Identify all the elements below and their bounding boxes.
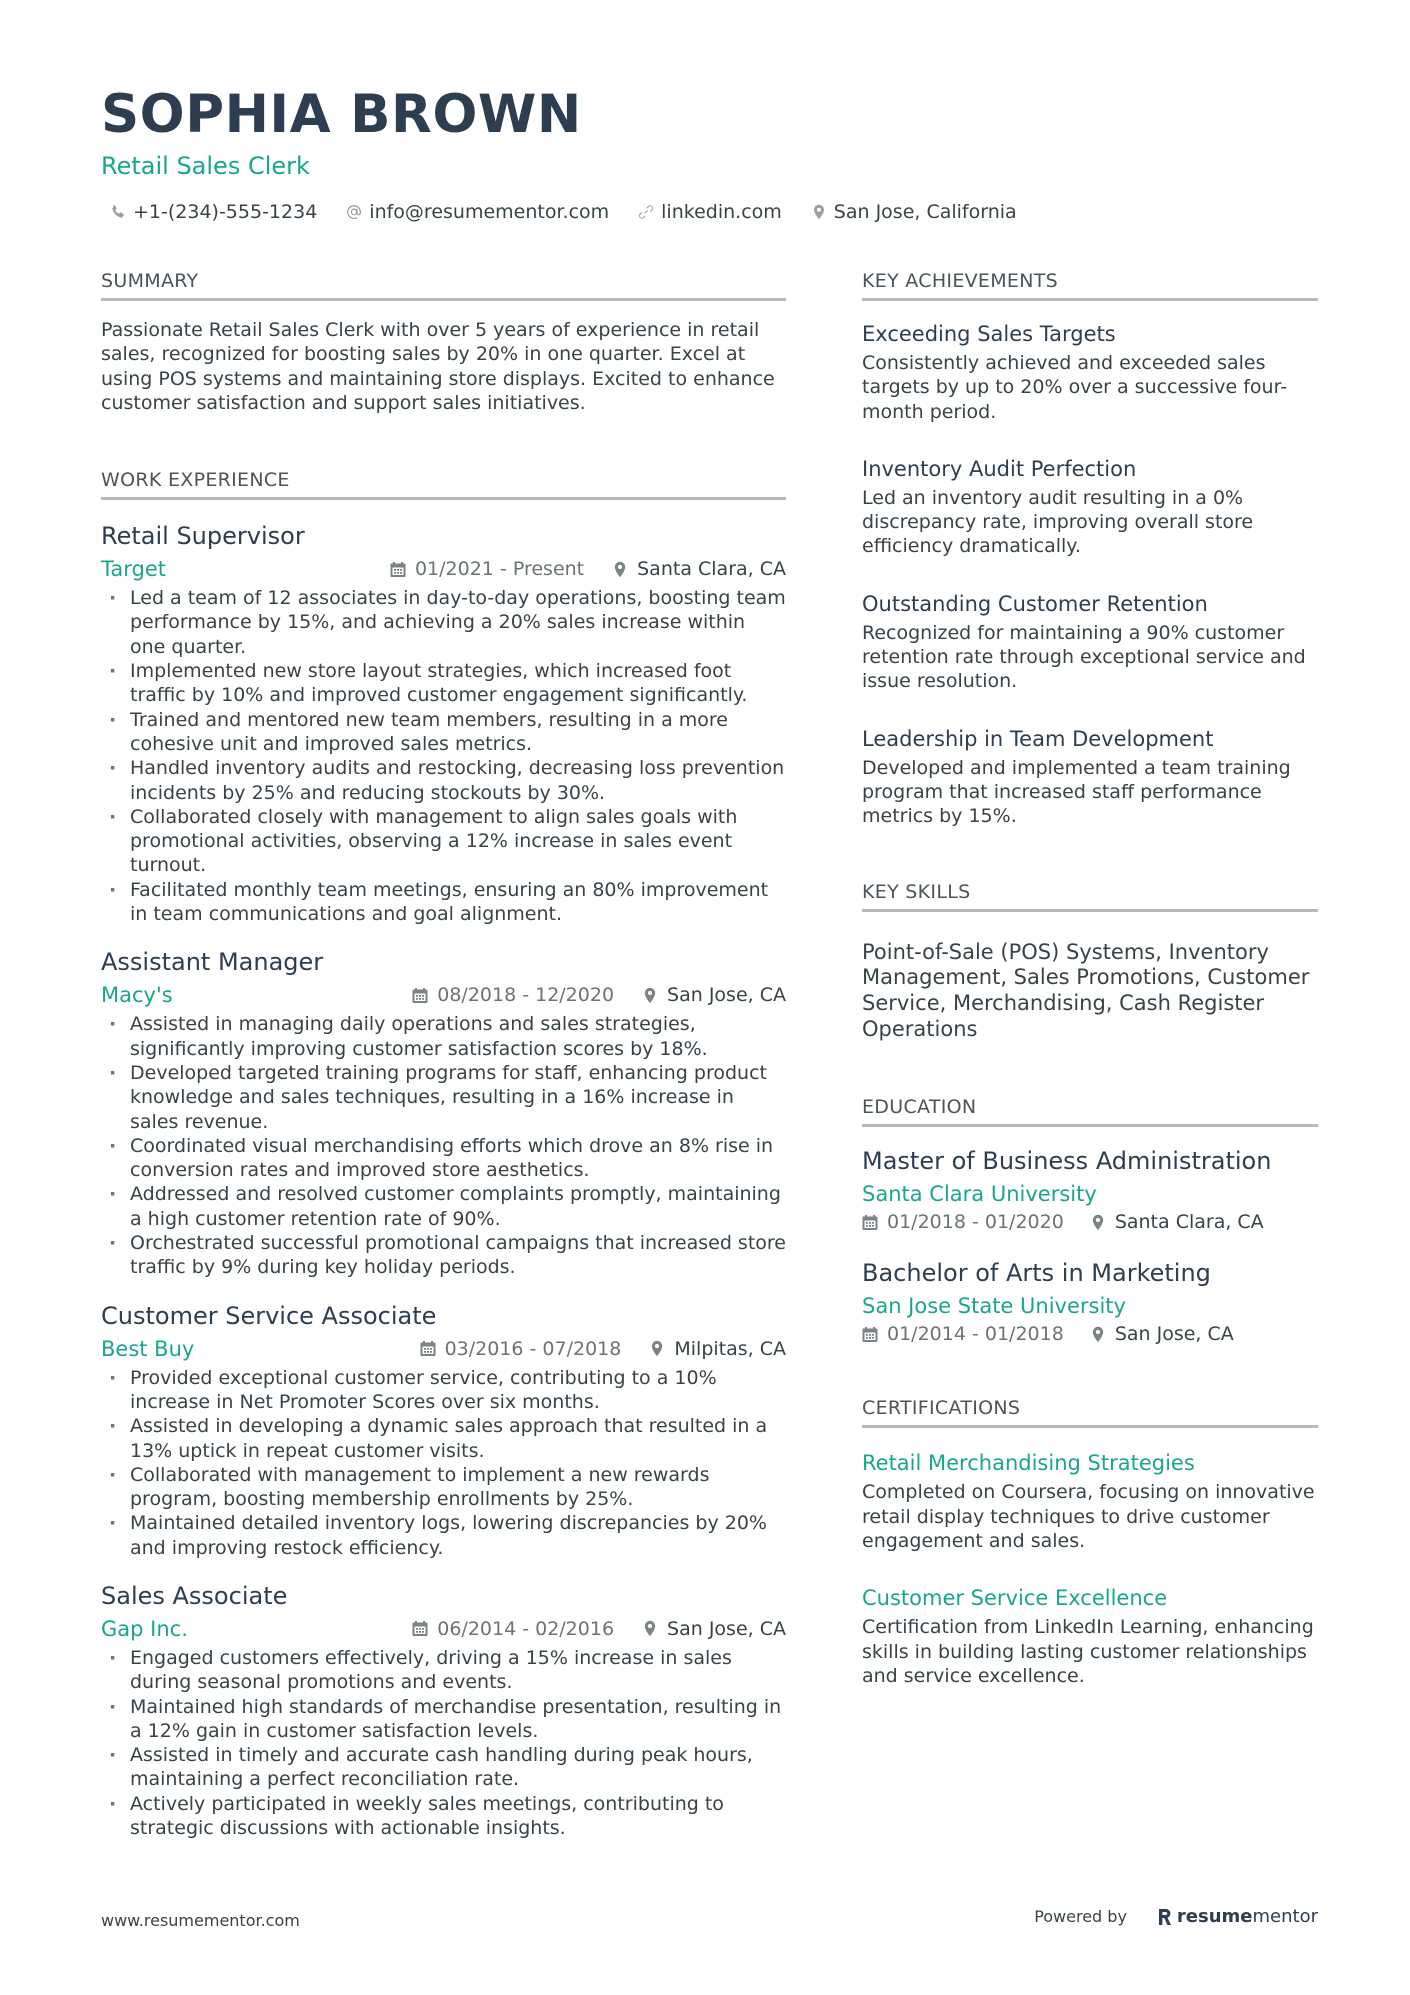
achievements-heading: KEY ACHIEVEMENTS — [862, 268, 1318, 301]
job-meta — [101, 1334, 786, 1364]
job-title: Customer Service Associate — [101, 1301, 437, 1330]
job-bullet: · Collaborated closely with management to align sales goals with promotional activities, observing a 12% increase in sales event turnout. — [101, 805, 786, 878]
experience-heading: WORK EXPERIENCE — [101, 467, 786, 500]
contact-location-text: San Jose, California — [833, 201, 1017, 223]
certifications-section — [862, 1395, 1318, 1688]
powered-by-label: Powered by — [1034, 1907, 1127, 1926]
job-bullet: · Assisted in managing daily operations and sales strategies, significantly improving customer satisfaction scores by 18%. — [101, 1012, 786, 1061]
education-school: San Jose State University — [862, 1294, 1126, 1319]
job-list — [101, 520, 786, 1840]
job-bullets — [101, 1012, 786, 1279]
job-bullet: · Facilitated monthly team meetings, ensuring an 80% improvement in team communications and goal alignment. — [101, 878, 786, 927]
summary-heading: SUMMARY — [101, 268, 786, 301]
job-bullet: · Handled inventory audits and restocking, decreasing loss prevention incidents by 25% and reducing stockouts by 30%. — [101, 756, 786, 805]
left-column — [101, 268, 786, 1880]
job-dates — [412, 984, 614, 1006]
job-bullet: · Trained and mentored new team members, resulting in a more cohesive unit and improved sales metrics. — [101, 708, 786, 757]
achievement-title: Leadership in Team Development — [862, 726, 1214, 751]
right-column — [862, 268, 1318, 1728]
summary-section — [101, 268, 786, 415]
brand-name-bold: resume — [1176, 1906, 1253, 1927]
job-title: Assistant Manager — [101, 948, 324, 977]
education-dates-text: 01/2018 - 01/2020 — [887, 1211, 1064, 1234]
education-section — [862, 1094, 1318, 1345]
job-bullets — [101, 586, 786, 926]
contact-linkedin-text: linkedin.com — [661, 201, 782, 223]
calendar-icon — [862, 1326, 878, 1343]
candidate-name: SOPHIA BROWN — [101, 84, 582, 145]
calendar-icon — [420, 1340, 436, 1357]
job-meta — [101, 1614, 786, 1644]
job-entry — [101, 946, 786, 1279]
phone-icon — [109, 203, 127, 221]
certification-desc: Certification from LinkedIn Learning, enhancing skills in building lasting customer relationships and service excellence. — [862, 1616, 1314, 1687]
achievement-title: Exceeding Sales Targets — [862, 322, 1116, 346]
job-bullets — [101, 1646, 786, 1840]
education-location — [1090, 1211, 1264, 1233]
skills-text: Point-of-Sale (POS) Systems, Inventory Management, Sales Promotions, Customer Service, Merchandising, Cash Register Operations — [862, 939, 1310, 1041]
footer-branding — [1034, 1906, 1318, 1927]
job-bullet: · Maintained high standards of merchandise presentation, resulting in a 12% gain in customer satisfaction levels. — [101, 1695, 786, 1744]
map-pin-icon — [1090, 1214, 1106, 1231]
achievement-desc: Consistently achieved and exceeded sales targets by up to 20% over a successive four-month period. — [862, 352, 1288, 423]
job-title: Retail Supervisor — [101, 522, 305, 551]
calendar-icon — [412, 1620, 428, 1637]
education-item — [862, 1145, 1318, 1233]
brand-name-light: mentor — [1252, 1906, 1318, 1927]
education-list — [862, 1145, 1318, 1345]
job-dates — [390, 558, 584, 580]
skills-section — [862, 879, 1318, 1043]
job-meta — [101, 980, 786, 1010]
contact-bar — [101, 198, 1321, 226]
job-meta-right — [412, 984, 786, 1006]
at-icon — [345, 203, 363, 221]
job-company: Gap Inc. — [101, 1616, 188, 1641]
certification-desc: Completed on Coursera, focusing on innovative retail display techniques to drive customer engagement and sales. — [862, 1481, 1315, 1552]
job-dates-text: 03/2016 - 07/2018 — [444, 1337, 622, 1360]
education-location-text: San Jose, CA — [1114, 1323, 1234, 1346]
map-pin-icon — [612, 561, 628, 578]
education-meta — [862, 1323, 1318, 1345]
job-entry — [101, 1300, 786, 1560]
map-pin-icon — [642, 987, 658, 1004]
certification-item — [862, 1448, 1318, 1553]
map-pin-icon — [1090, 1326, 1106, 1343]
achievement-item — [862, 454, 1318, 559]
certification-title: Customer Service Excellence — [862, 1586, 1168, 1611]
achievement-item — [862, 724, 1318, 829]
job-bullet: · Collaborated with management to implement a new rewards program, boosting membership enrollments by 25%. — [101, 1463, 786, 1512]
achievement-desc: Led an inventory audit resulting in a 0% discrepancy rate, improving overall store efficiency dramatically. — [862, 486, 1254, 558]
experience-section — [101, 467, 786, 1840]
education-location-text: Santa Clara, CA — [1114, 1211, 1264, 1234]
education-degree: Master of Business Administration — [862, 1147, 1272, 1176]
achievement-list — [862, 319, 1318, 829]
achievement-title: Inventory Audit Perfection — [862, 456, 1137, 481]
education-degree: Bachelor of Arts in Marketing — [862, 1259, 1211, 1288]
job-bullet: · Implemented new store layout strategies, which increased foot traffic by 10% and improved customer engagement significantly. — [101, 659, 786, 708]
job-entry — [101, 1580, 786, 1840]
job-bullet: · Developed targeted training programs for staff, enhancing product knowledge and sales techniques, resulting in a 16% increase in sales revenue. — [101, 1061, 786, 1134]
brand-logo[interactable] — [1157, 1906, 1318, 1927]
education-dates-text: 01/2014 - 01/2018 — [887, 1323, 1064, 1346]
job-location — [642, 984, 786, 1006]
skills-heading: KEY SKILLS — [862, 879, 1318, 912]
job-dates-text: 08/2018 - 12/2020 — [437, 984, 615, 1007]
link-icon — [637, 203, 655, 221]
summary-text: Passionate Retail Sales Clerk with over 5 years of experience in retail sales, recognized for boosting sales by 20% in one quarter. Excel at using POS systems and maintaining store displays. Excited to enhance customer satisfaction and support sales initiatives. — [101, 319, 775, 414]
brand-mark-icon — [1157, 1907, 1172, 1927]
achievement-item — [862, 589, 1318, 694]
education-heading: EDUCATION — [862, 1094, 1318, 1127]
contact-phone[interactable] — [109, 198, 317, 226]
job-title: Sales Associate — [101, 1581, 288, 1610]
education-school: Santa Clara University — [862, 1182, 1097, 1207]
job-location-text: Santa Clara, CA — [637, 558, 786, 581]
achievement-title: Outstanding Customer Retention — [862, 591, 1208, 616]
footer-website[interactable]: www.resumementor.com — [101, 1911, 300, 1930]
certification-item — [862, 1583, 1318, 1688]
job-company: Macy's — [101, 983, 173, 1008]
contact-location — [810, 198, 1017, 226]
job-bullet: · Coordinated visual merchandising efforts which drove an 8% rise in conversion rates and improved store aesthetics. — [101, 1134, 786, 1183]
contact-phone-text: +1-(234)-555-1234 — [133, 201, 318, 223]
achievement-desc: Developed and implemented a team training program that increased staff performance metrics by 15%. — [862, 756, 1291, 828]
job-meta — [101, 554, 786, 584]
calendar-icon — [390, 561, 406, 578]
job-dates — [420, 1338, 622, 1360]
job-bullet: · Assisted in timely and accurate cash handling during peak hours, maintaining a perfect reconciliation rate. — [101, 1743, 786, 1792]
job-location — [642, 1618, 786, 1640]
job-meta-right — [420, 1338, 786, 1360]
job-entry — [101, 520, 786, 926]
job-bullet: · Assisted in developing a dynamic sales approach that resulted in a 13% uptick in repeat customer visits. — [101, 1414, 786, 1463]
job-dates-text: 06/2014 - 02/2016 — [437, 1617, 615, 1640]
job-dates — [412, 1618, 614, 1640]
job-bullet: · Engaged customers effectively, driving a 15% increase in sales during seasonal promotions and events. — [101, 1646, 786, 1695]
job-bullet: · Orchestrated successful promotional campaigns that increased store traffic by 9% during key holiday periods. — [101, 1231, 786, 1280]
achievement-desc: Recognized for maintaining a 90% customer retention rate through exceptional service and issue resolution. — [862, 621, 1306, 693]
job-location-text: San Jose, CA — [667, 1617, 786, 1640]
certification-title: Retail Merchandising Strategies — [862, 1451, 1195, 1476]
job-location — [612, 558, 786, 580]
education-item — [862, 1257, 1318, 1345]
education-location — [1090, 1323, 1234, 1345]
education-dates — [862, 1323, 1064, 1345]
job-company: Target — [101, 557, 166, 582]
calendar-icon — [412, 987, 428, 1004]
resume-header — [101, 82, 1321, 226]
education-dates — [862, 1211, 1064, 1233]
job-location-text: Milpitas, CA — [674, 1337, 786, 1360]
job-bullet: · Maintained detailed inventory logs, lowering discrepancies by 20% and improving restock efficiency. — [101, 1511, 786, 1560]
map-pin-icon — [810, 203, 828, 221]
achievement-item — [862, 319, 1318, 424]
achievements-section — [862, 268, 1318, 829]
job-bullet: · Actively participated in weekly sales meetings, contributing to strategic discussions with actionable insights. — [101, 1792, 786, 1841]
job-bullet: · Provided exceptional customer service, contributing to a 10% increase in Net Promoter Scores over six months. — [101, 1366, 786, 1415]
calendar-icon — [862, 1214, 878, 1231]
candidate-role: Retail Sales Clerk — [101, 152, 310, 180]
job-meta-right — [412, 1618, 786, 1640]
job-dates-text: 01/2021 - Present — [414, 558, 585, 581]
contact-email[interactable] — [345, 198, 609, 226]
contact-email-text: info@resumementor.com — [369, 201, 610, 223]
job-bullet: · Addressed and resolved customer complaints promptly, maintaining a high customer retention rate of 90%. — [101, 1182, 786, 1231]
job-bullet: · Led a team of 12 associates in day-to-day operations, boosting team performance by 15%, and achieving a 20% sales increase within one quarter. — [101, 586, 786, 659]
job-location — [649, 1338, 786, 1360]
job-meta-right — [390, 558, 786, 580]
certifications-heading: CERTIFICATIONS — [862, 1395, 1318, 1428]
contact-linkedin[interactable] — [637, 198, 782, 226]
job-company: Best Buy — [101, 1336, 195, 1361]
map-pin-icon — [649, 1340, 665, 1357]
map-pin-icon — [642, 1620, 658, 1637]
education-meta — [862, 1211, 1318, 1233]
job-location-text: San Jose, CA — [667, 984, 786, 1007]
certification-list — [862, 1448, 1318, 1688]
job-bullets — [101, 1366, 786, 1560]
